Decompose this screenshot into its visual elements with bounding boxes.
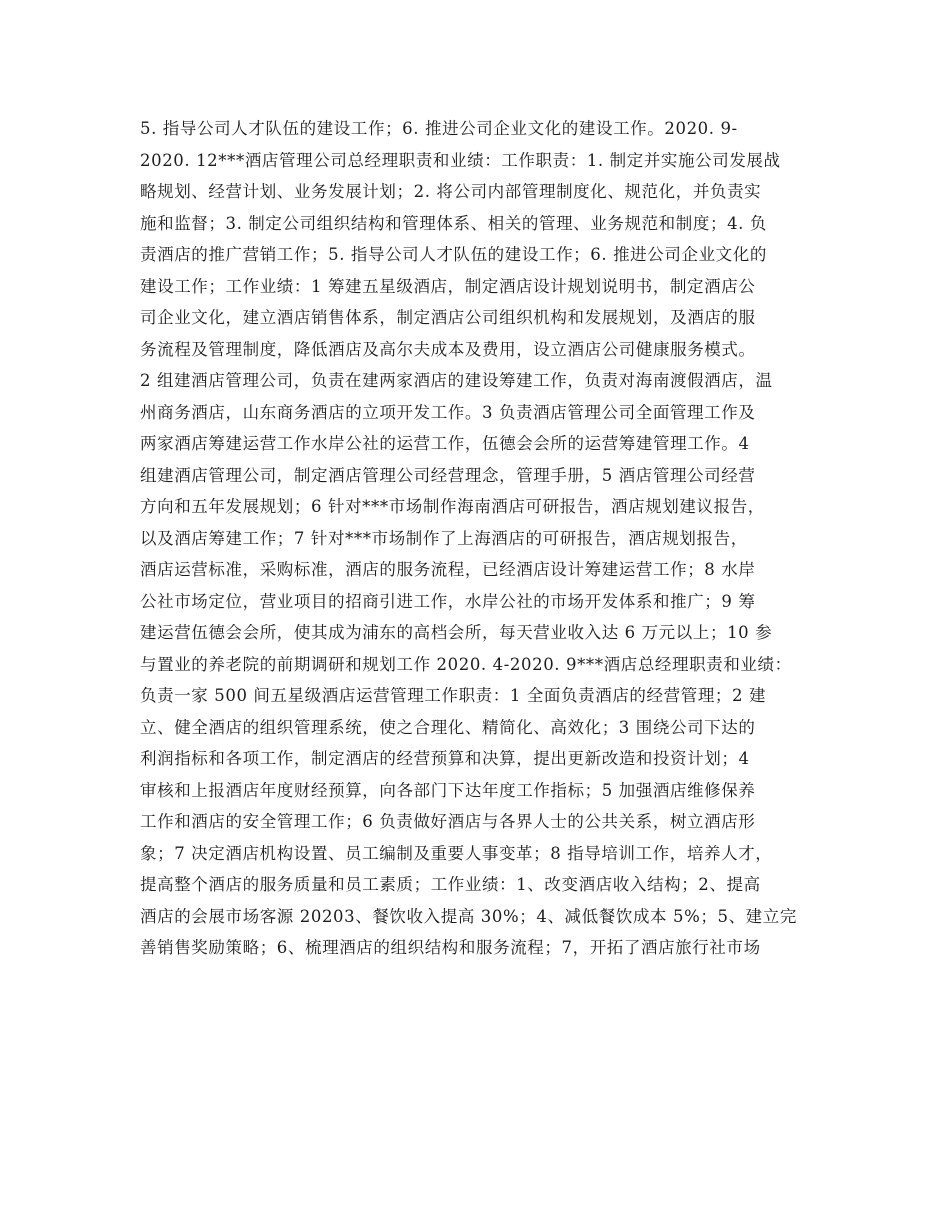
text-line: 以及酒店筹建工作；7 针对***市场制作了上海酒店的可研报告，酒店规划报告，	[140, 528, 748, 548]
text-line: 2020. 12***酒店管理公司总经理职责和业绩：工作职责：1. 制定并实施公司发展战	[140, 150, 781, 170]
text-line: 立、健全酒店的组织管理系统，使之合理化、精简化、高效化；3 围绕公司下达的	[140, 717, 756, 737]
text-line: 略规划、经营计划、业务发展计划；2. 将公司内部管理制度化、规范化，并负责实	[140, 182, 762, 201]
text-line: 组建酒店管理公司，制定酒店管理公司经营理念，管理手册，5 酒店管理公司经营	[140, 465, 756, 485]
text-line: 2 组建酒店管理公司，负责在建两家酒店的建设筹建工作，负责对海南渡假酒店，温	[140, 371, 773, 390]
text-line: 酒店的会展市场客源 20203、餐饮收入提高 30%；4、减低餐饮成本 5%；5、建立完	[140, 906, 797, 926]
text-line: 善销售奖励策略；6、梳理酒店的组织结构和服务流程；7，开拓了酒店旅行社市场	[140, 938, 761, 957]
text-line: 两家酒店筹建运营工作水岸公社的运营工作，伍德会会所的运营筹建管理工作。4	[140, 434, 750, 453]
text-line: 州商务酒店，山东商务酒店的立项开发工作。3 负责酒店管理公司全面管理工作及	[140, 402, 756, 422]
body-text	[140, 113, 820, 964]
text-line: 负责一家 500 间五星级酒店运营管理工作职责：1 全面负责酒店的经营管理；2 建	[140, 686, 767, 705]
text-line: 建运营伍德会会所，使其成为浦东的高档会所，每天营业收入达 6 万元以上；10 参	[140, 623, 773, 642]
text-line: 务流程及管理制度，降低酒店及高尔夫成本及费用，设立酒店公司健康服务模式。	[140, 339, 756, 359]
text-line: 公社市场定位，营业项目的招商引进工作，水岸公社的市场开发体系和推广；9 筹	[140, 591, 756, 611]
text-line: 提高整个酒店的服务质量和员工素质；工作业绩：1、改变酒店收入结构；2、提高	[140, 875, 761, 894]
text-line: 建设工作；工作业绩：1 筹建五星级酒店，制定酒店设计规划说明书，制定酒店公	[140, 276, 756, 296]
text-line: 方向和五年发展规划；6 针对***市场制作海南酒店可研报告，酒店规划建议报告，	[140, 497, 765, 516]
text-line: 施和监督；3. 制定公司组织结构和管理体系、相关的管理、业务规范和制度；4. 负	[140, 213, 767, 233]
text-line: 与置业的养老院的前期调研和规划工作 2020. 4-2020. 9***酒店总经理职责和业绩：	[140, 654, 792, 674]
text-line: 利润指标和各项工作，制定酒店的经营预算和决算，提出更新改造和投资计划；4	[140, 749, 750, 768]
text-line: 审核和上报酒店年度财经预算，向各部门下达年度工作指标；5 加强酒店维修保养	[140, 780, 756, 800]
text-line: 工作和酒店的安全管理工作；6 负责做好酒店与各界人士的公共关系，树立酒店形	[140, 812, 756, 831]
text-line: 责酒店的推广营销工作；5. 指导公司人才队伍的建设工作；6. 推进公司企业文化的	[140, 245, 767, 264]
text-line: 5. 指导公司人才队伍的建设工作；6. 推进公司企业文化的建设工作。2020. 9-	[140, 119, 738, 138]
text-line: 司企业文化，建立酒店销售体系，制定酒店公司组织机构和发展规划，及酒店的服	[140, 308, 756, 327]
text-line: 酒店运营标准，采购标准，酒店的服务流程，已经酒店设计筹建运营工作；8 水岸	[140, 560, 756, 579]
text-line: 象；7 决定酒店机构设置、员工编制及重要人事变革；8 指导培训工作，培养人才，	[140, 843, 773, 863]
